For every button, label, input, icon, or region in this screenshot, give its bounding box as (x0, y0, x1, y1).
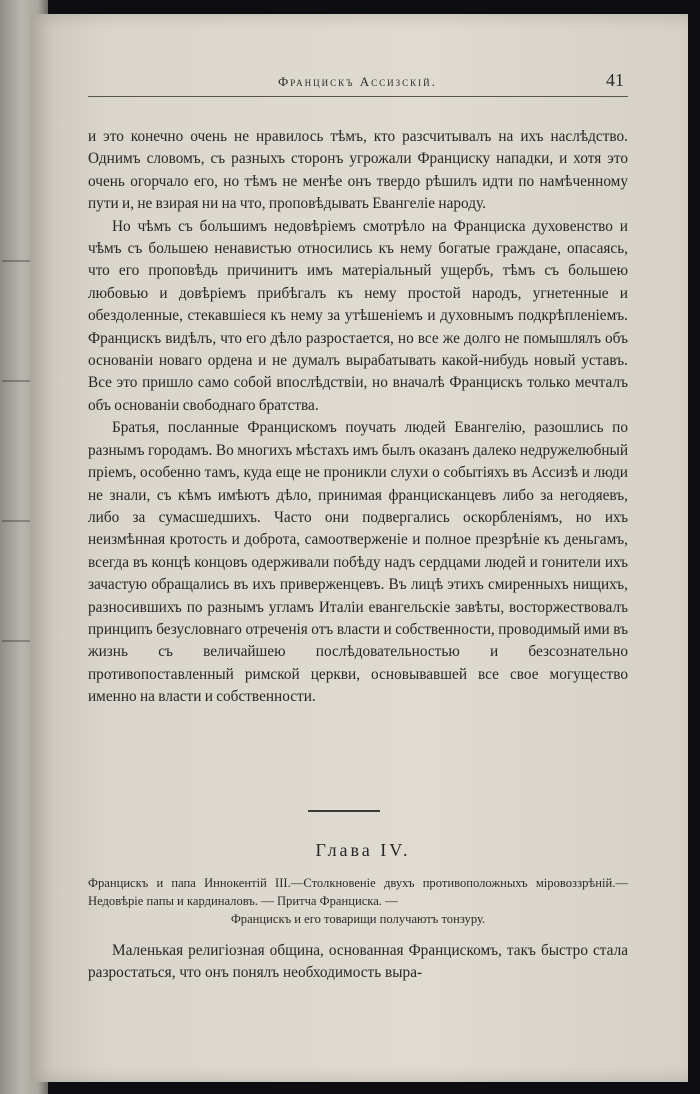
page-number: 41 (606, 70, 624, 90)
paragraph-1: и это конечно очень не нравилось тѣмъ, кто разсчитывалъ на ихъ наслѣдство. Однимъ словомъ, съ разныхъ сторонъ угрожали Франциску нападки, и хотя это очень огорчало его, но тѣмъ не менѣе онъ твердо рѣшилъ идти по намѣченному пути и, не взирая ни на что, проповѣдывать Евангеліе народу. (88, 128, 628, 213)
chapter-summary-text: Францискъ и папа Иннокентій III.—Столкновеніе двухъ противоположныхъ міровоззрѣній.—Недовѣріе папы и кардиналовъ. — Притча Франциска. — (88, 876, 628, 908)
book-page (30, 14, 688, 1082)
chapter-summary-last-line: Францискъ и его товарищи получаютъ тонзуру. (230, 912, 486, 926)
section-divider (308, 810, 380, 812)
paragraph-3: Братья, посланные Францискомъ поучать людей Евангелію, разошлись по разнымъ городамъ. Во многихъ мѣстахъ имъ былъ оказанъ далеко недружелюбный пріемъ, особенно тамъ, куда еще не проникли слухи о событіяхъ въ Ассизѣ и люди не знали, съ кѣмъ имѣютъ дѣло, принимая францисканцевъ либо за негодяевъ, либо за сумасшедшихъ. Часто они подвергались оскорбленіямъ, но ихъ неизмѣнная кротость и доброта, самоотверженіе и полное презрѣніе къ деньгамъ, всегда въ концѣ концовъ одерживали побѣду надъ сердцами людей и гонители ихъ зачастую обращались въ ихъ приверженцевъ. Въ лицѣ этихъ смиренныхъ нищихъ, разносившихъ по разнымъ угламъ Италіи евангельскіе завѣты, восторжествовалъ принципъ безусловнаго отреченія отъ власти и собственности, проводимый ими въ жизнь съ величайшею послѣдовательностью и безсознательно противопоставленный римской церкви, основывавшей все свое могущество именно на власти и собственности. (88, 419, 628, 706)
paragraph-2: Но чѣмъ съ большимъ недовѣріемъ смотрѣло на Франциска духовенство и чѣмъ съ большею ненавистью относились къ нему богатые граждане, опасаясь, что его проповѣдь причинитъ имъ матеріальный ущербъ, тѣмъ съ большею любовью и довѣріемъ прибѣгалъ къ нему простой народъ, угнетенные и обездоленные, стекавшіеся къ нему за утѣшеніемъ и духовнымъ подкрѣпленіемъ. Францискъ видѣлъ, что его дѣло разростается, но все же долго не помышлялъ объ основаніи новаго ордена и не думалъ вырабатывать какой-нибудь новый уставъ. Все это пришло само собой впослѣдствіи, но вначалѣ Францискъ только мечталъ объ основаніи свободнаго братства. (88, 217, 628, 414)
chapter-opening-text (88, 940, 628, 985)
chapter-opening-paragraph: Маленькая религіозная община, основанная Францискомъ, такъ быстро стала разростаться, что онъ понялъ необходимость выра- (88, 942, 628, 982)
page-header (88, 66, 628, 97)
running-title: Францискъ Ассизскій. (278, 74, 437, 89)
chapter-heading: Глава IV. (315, 840, 411, 860)
body-text (88, 126, 628, 709)
chapter-summary (88, 874, 628, 928)
